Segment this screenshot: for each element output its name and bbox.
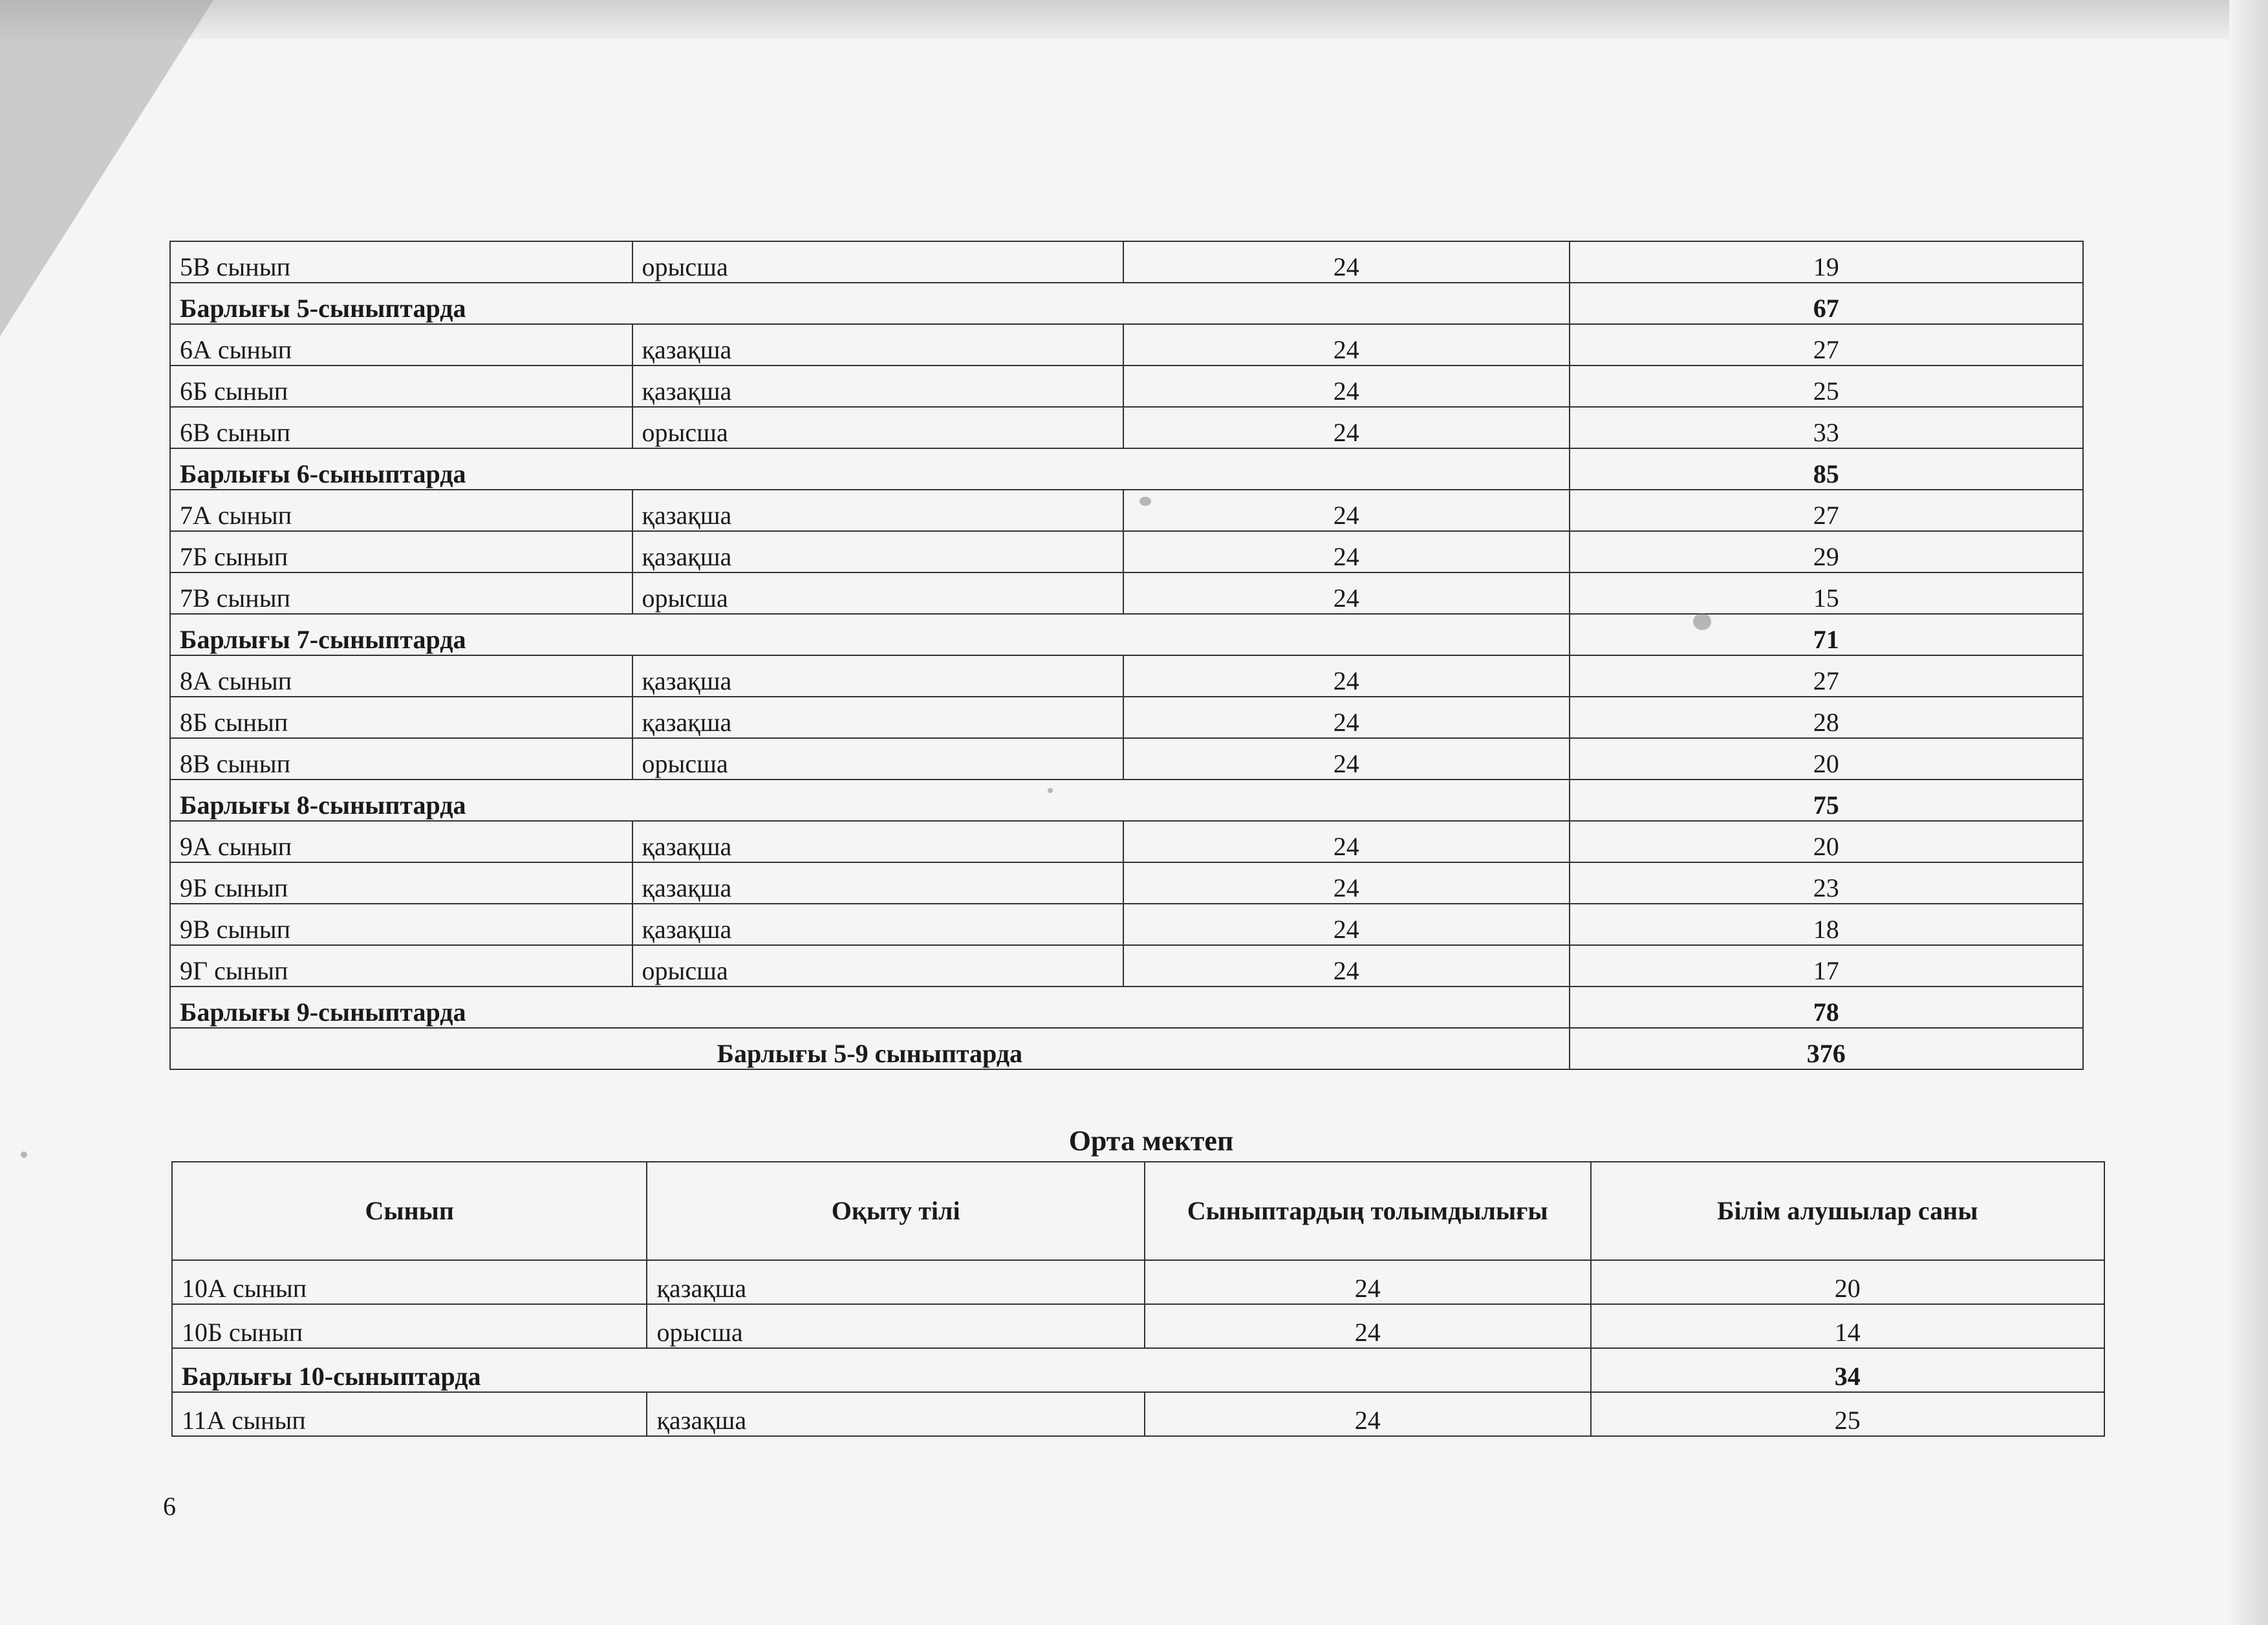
class-cell: 6В сынып	[170, 407, 632, 448]
subtotal-label: Барлығы 9-сыныптарда	[170, 987, 1570, 1028]
students-cell: 20	[1570, 738, 2083, 780]
capacity-cell: 24	[1123, 365, 1570, 407]
scan-speck	[1048, 788, 1053, 793]
subtotal-row	[172, 1348, 2104, 1392]
subtotal-label: Барлығы 6-сыныптарда	[170, 448, 1570, 490]
header-class: Сынып	[172, 1162, 647, 1260]
table-row	[170, 324, 2083, 365]
table-row	[170, 945, 2083, 987]
language-cell: орысша	[632, 945, 1124, 987]
table-row	[172, 1304, 2104, 1348]
class-cell: 5В сынып	[170, 241, 632, 283]
class-cell: 9В сынып	[170, 904, 632, 945]
grand-total-value: 376	[1570, 1028, 2083, 1069]
language-cell: қазақша	[632, 655, 1124, 697]
students-cell: 15	[1570, 573, 2083, 614]
students-cell: 29	[1570, 531, 2083, 573]
table-row	[170, 862, 2083, 904]
capacity-cell: 24	[1123, 862, 1570, 904]
students-cell: 20	[1591, 1260, 2105, 1304]
table-row	[170, 407, 2083, 448]
scan-speck	[1139, 497, 1151, 506]
header-capacity: Сыныптардың толымдылығы	[1145, 1162, 1591, 1260]
scan-speck	[21, 1151, 27, 1158]
students-cell: 20	[1570, 821, 2083, 862]
page-number: 6	[163, 1492, 176, 1521]
class-cell: 7Б сынып	[170, 531, 632, 573]
table-row	[172, 1260, 2104, 1304]
capacity-cell: 24	[1123, 531, 1570, 573]
subtotal-row	[170, 614, 2083, 655]
students-cell: 27	[1570, 490, 2083, 531]
table-row	[170, 821, 2083, 862]
capacity-cell: 24	[1123, 407, 1570, 448]
subtotal-label: Барлығы 7-сыныптарда	[170, 614, 1570, 655]
subtotal-row	[170, 987, 2083, 1028]
capacity-cell: 24	[1123, 904, 1570, 945]
grand-total-row	[170, 1028, 2083, 1069]
subtotal-label: Барлығы 8-сыныптарда	[170, 780, 1570, 821]
subtotal-value: 75	[1570, 780, 2083, 821]
class-cell: 9Г сынып	[170, 945, 632, 987]
capacity-cell: 24	[1123, 324, 1570, 365]
class-cell: 7А сынып	[170, 490, 632, 531]
students-cell: 25	[1591, 1392, 2105, 1436]
grades-5-9-table	[169, 241, 2084, 1070]
class-cell: 7В сынып	[170, 573, 632, 614]
students-cell: 27	[1570, 324, 2083, 365]
scan-speck	[1693, 613, 1711, 630]
language-cell: қазақша	[632, 324, 1124, 365]
students-cell: 14	[1591, 1304, 2105, 1348]
subtotal-label: Барлығы 10-сыныптарда	[172, 1348, 1591, 1392]
language-cell: орысша	[647, 1304, 1144, 1348]
table-row	[170, 697, 2083, 738]
students-cell: 27	[1570, 655, 2083, 697]
table-row	[170, 365, 2083, 407]
high-school-table-body	[172, 1260, 2104, 1436]
students-cell: 23	[1570, 862, 2083, 904]
subtotal-value: 67	[1570, 283, 2083, 324]
class-cell: 6Б сынып	[170, 365, 632, 407]
capacity-cell: 24	[1123, 241, 1570, 283]
subtotal-row	[170, 283, 2083, 324]
header-students: Білім алушылар саны	[1591, 1162, 2105, 1260]
class-cell: 9Б сынып	[170, 862, 632, 904]
class-cell: 9А сынып	[170, 821, 632, 862]
table-row	[170, 904, 2083, 945]
section-title: Орта мектеп	[1068, 1125, 1234, 1157]
scan-shadow-top	[0, 0, 2268, 39]
language-cell: қазақша	[632, 904, 1124, 945]
language-cell: қазақша	[632, 697, 1124, 738]
table-row	[170, 241, 2083, 283]
grand-total-label: Барлығы 5-9 сыныптарда	[170, 1028, 1570, 1069]
language-cell: орысша	[632, 241, 1124, 283]
language-cell: қазақша	[647, 1260, 1144, 1304]
high-school-table	[171, 1161, 2105, 1437]
table-row	[170, 655, 2083, 697]
scan-shadow-right	[2229, 0, 2268, 1625]
header-language: Оқыту тілі	[647, 1162, 1144, 1260]
language-cell: қазақша	[632, 821, 1124, 862]
language-cell: орысша	[632, 407, 1124, 448]
capacity-cell: 24	[1123, 655, 1570, 697]
capacity-cell: 24	[1145, 1260, 1591, 1304]
subtotal-value: 85	[1570, 448, 2083, 490]
language-cell: орысша	[632, 573, 1124, 614]
capacity-cell: 24	[1123, 697, 1570, 738]
subtotal-value: 78	[1570, 987, 2083, 1028]
language-cell: қазақша	[647, 1392, 1144, 1436]
language-cell: қазақша	[632, 862, 1124, 904]
capacity-cell: 24	[1145, 1392, 1591, 1436]
class-cell: 10Б сынып	[172, 1304, 647, 1348]
grades-5-9-table-body	[170, 241, 2083, 1069]
table-row	[170, 573, 2083, 614]
students-cell: 17	[1570, 945, 2083, 987]
class-cell: 6А сынып	[170, 324, 632, 365]
capacity-cell: 24	[1123, 821, 1570, 862]
capacity-cell: 24	[1123, 490, 1570, 531]
students-cell: 18	[1570, 904, 2083, 945]
class-cell: 8Б сынып	[170, 697, 632, 738]
capacity-cell: 24	[1145, 1304, 1591, 1348]
language-cell: орысша	[632, 738, 1124, 780]
subtotal-value: 71	[1570, 614, 2083, 655]
class-cell: 8В сынып	[170, 738, 632, 780]
capacity-cell: 24	[1123, 738, 1570, 780]
students-cell: 33	[1570, 407, 2083, 448]
table-row	[170, 738, 2083, 780]
class-cell: 8А сынып	[170, 655, 632, 697]
subtotal-value: 34	[1591, 1348, 2105, 1392]
table-row	[170, 531, 2083, 573]
table-row	[172, 1392, 2104, 1436]
students-cell: 19	[1570, 241, 2083, 283]
language-cell: қазақша	[632, 490, 1124, 531]
subtotal-row	[170, 780, 2083, 821]
table-row	[170, 490, 2083, 531]
subtotal-row	[170, 448, 2083, 490]
students-cell: 28	[1570, 697, 2083, 738]
capacity-cell: 24	[1123, 573, 1570, 614]
table-header-row	[172, 1162, 2104, 1260]
language-cell: қазақша	[632, 365, 1124, 407]
subtotal-label: Барлығы 5-сыныптарда	[170, 283, 1570, 324]
class-cell: 11А сынып	[172, 1392, 647, 1436]
students-cell: 25	[1570, 365, 2083, 407]
capacity-cell: 24	[1123, 945, 1570, 987]
class-cell: 10А сынып	[172, 1260, 647, 1304]
language-cell: қазақша	[632, 531, 1124, 573]
